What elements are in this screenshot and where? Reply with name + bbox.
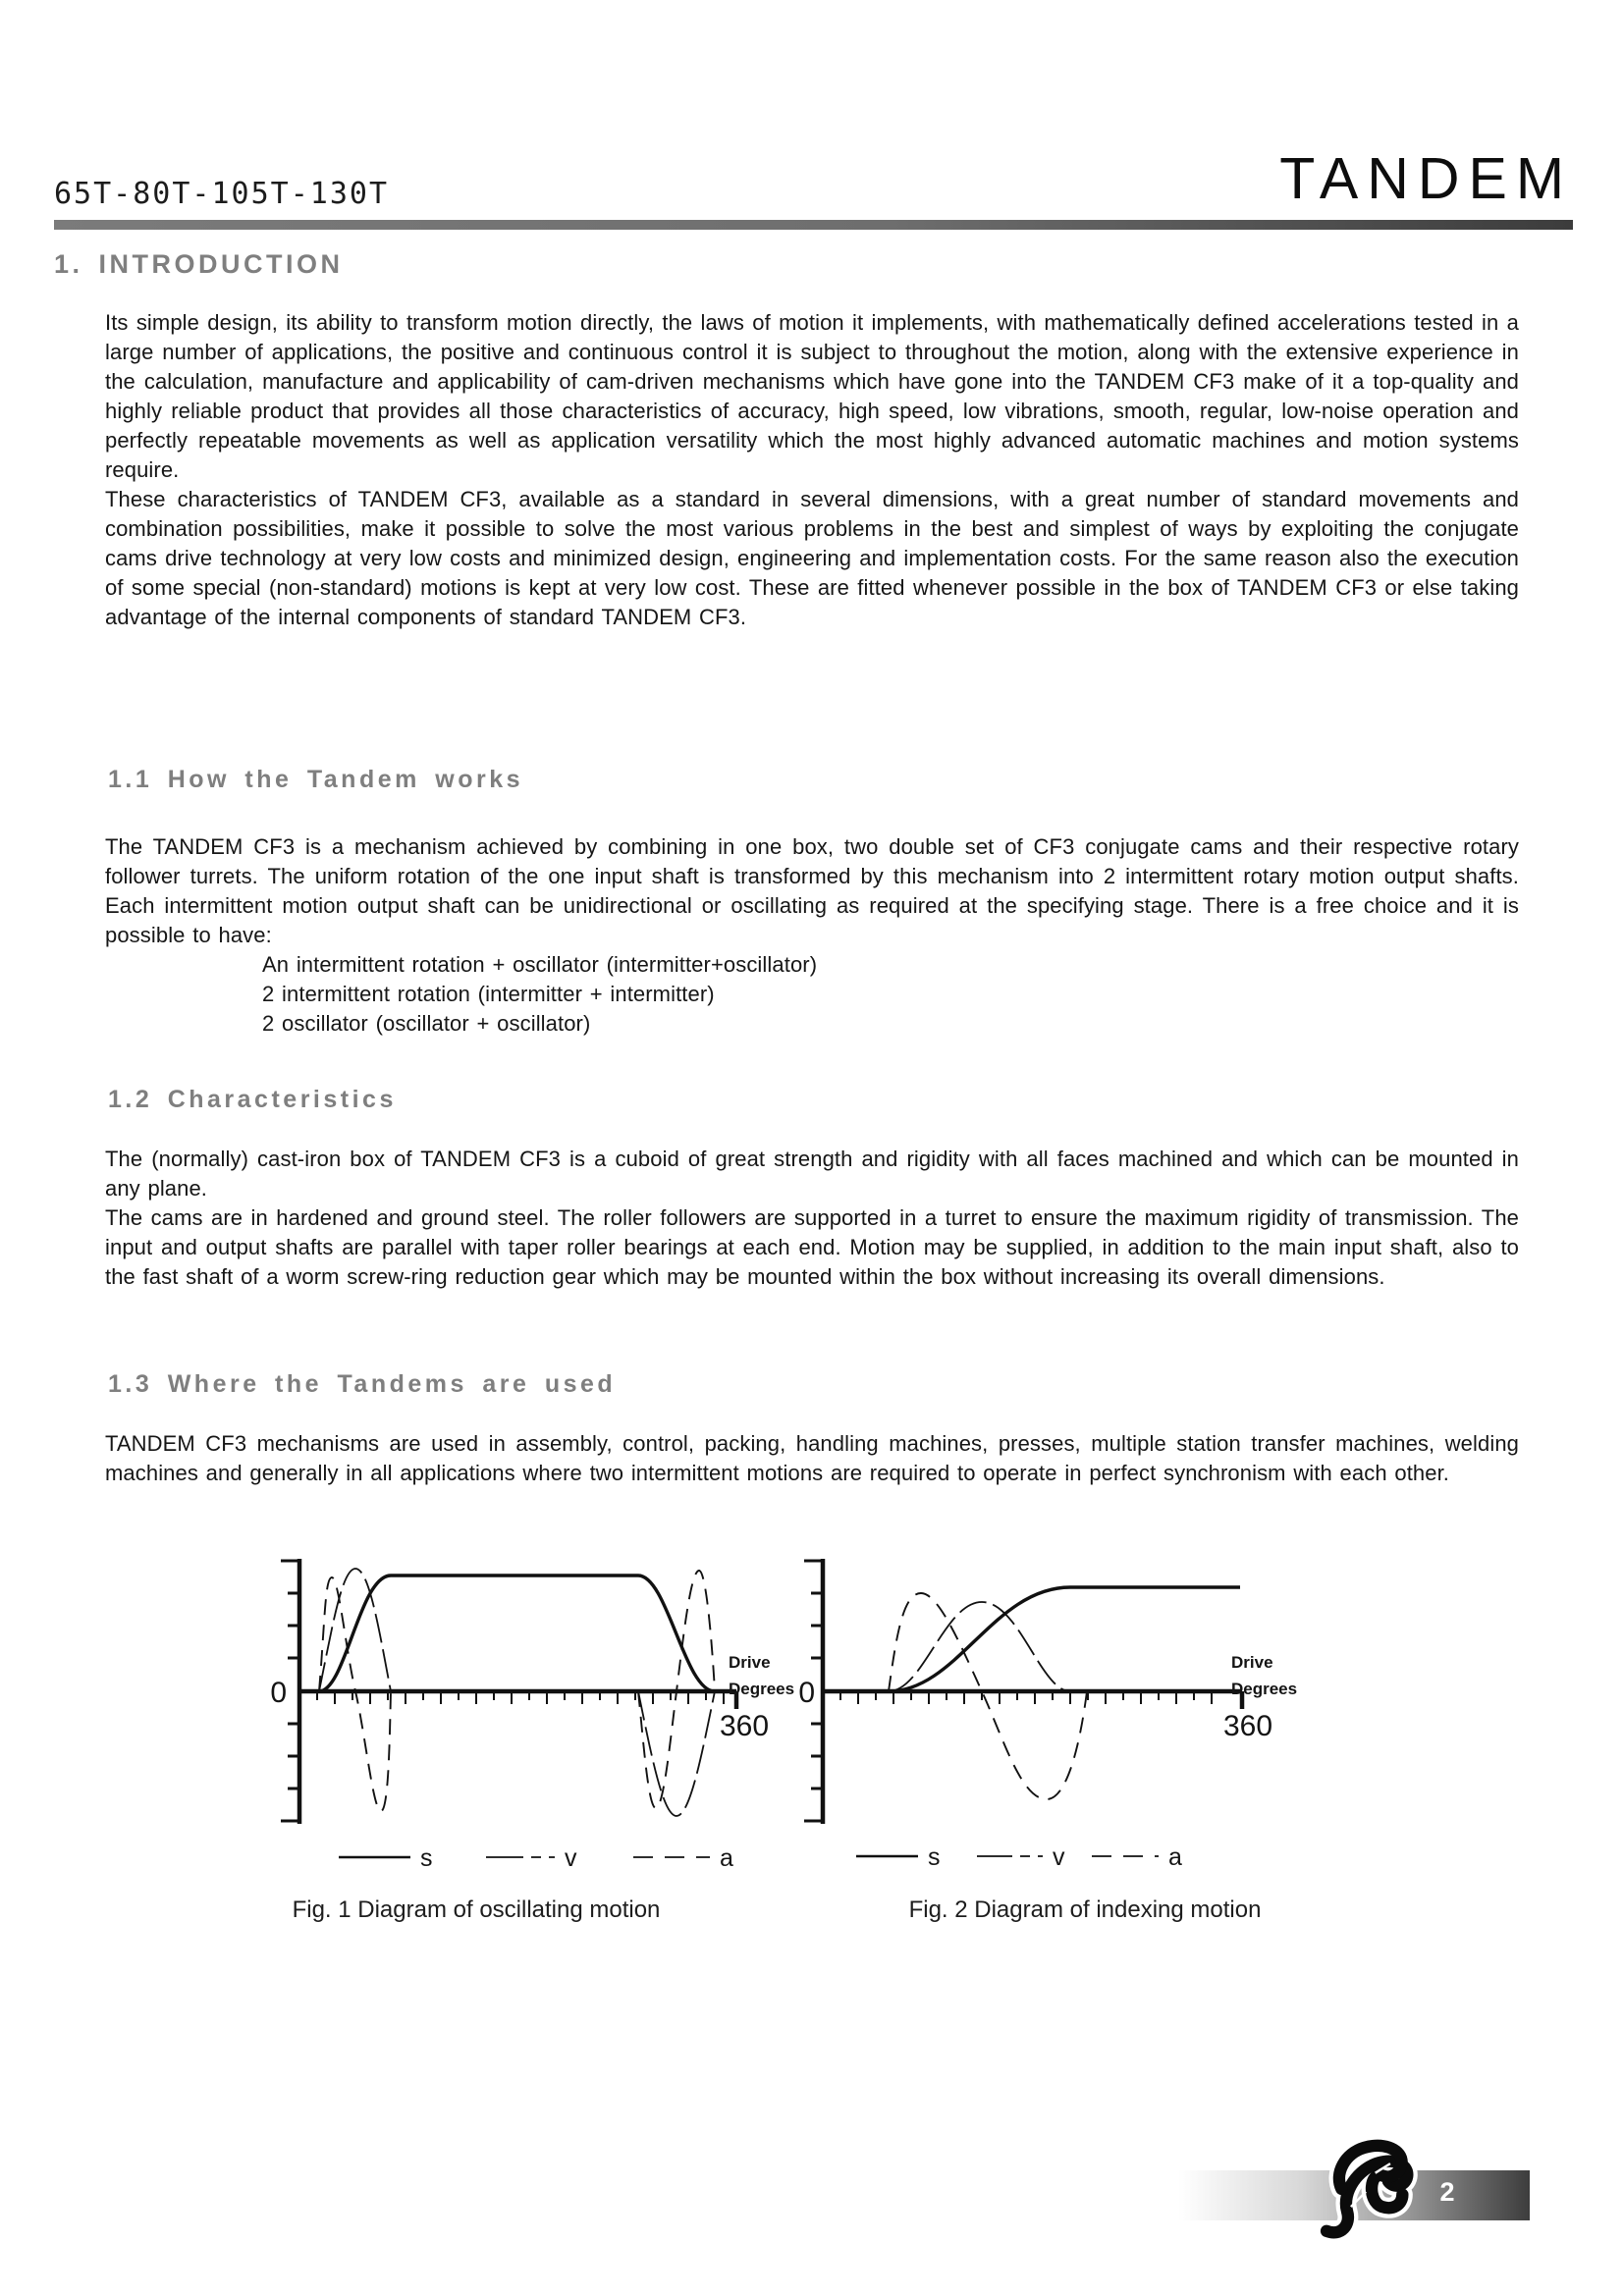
fig1-oscillating-motion-plot [270, 1559, 794, 1872]
fig2-s-curve [823, 1587, 1240, 1691]
motion-option-item: 2 oscillator (oscillator + oscillator) [262, 1011, 591, 1036]
fig1-caption: Fig. 1 Diagram of oscillating motion [292, 1896, 661, 1923]
header-rule [54, 220, 1573, 230]
characteristics-paragraph-1: The (normally) cast-iron box of TANDEM CF3 is a cuboid of great strength and rigidity with all faces machined and which can be mounted in any plane. [105, 1147, 1519, 1201]
fig2-a-curve [889, 1593, 1087, 1799]
motion-options-list [262, 950, 1519, 1039]
how-paragraph: The TANDEM CF3 is a mechanism achieved by combining in one box, two double set of CF3 conjugate cams and their respective rotary follower turrets. The uniform rotation of the one input shaft is transformed by this mechanism into 2 intermittent rotary motion output shafts. Each intermittent motion output shaft can be unidirectional or oscillating as required at the specifying stage. There is a free choice and it is possible to have: [105, 834, 1519, 947]
section-title-characteristics: 1.2 Characteristics [108, 1086, 397, 1113]
brand-mark-icon [1308, 2126, 1430, 2248]
fig2-legend-s-label: s [928, 1843, 941, 1871]
section-title-how-tandem-works: 1.1 How the Tandem works [108, 766, 524, 793]
fig2-caption: Fig. 2 Diagram of indexing motion [908, 1896, 1262, 1923]
motion-diagrams [0, 1546, 1623, 1885]
fig1-y-zero-label: 0 [270, 1677, 287, 1709]
how-tandem-works-text [105, 832, 1519, 1039]
section-title-where-tandems-used: 1.3 Where the Tandems are used [108, 1370, 617, 1398]
fig1-axis-label-degrees: Degrees [729, 1680, 795, 1698]
introduction-text [105, 308, 1519, 632]
fig2-legend [856, 1843, 1182, 1871]
fig2-x-axis [821, 1691, 1242, 1709]
fig1-x-axis-ticks [317, 1693, 724, 1704]
motion-option-item: 2 intermittent rotation (intermitter + intermitter) [262, 982, 715, 1006]
fig1-axis-label-drive: Drive [729, 1653, 771, 1672]
fig2-legend-a-label: a [1168, 1843, 1182, 1871]
where-tandems-used-text [105, 1429, 1519, 1488]
page-number: 2 [1439, 2177, 1455, 2207]
fig2-axis-label-drive: Drive [1231, 1653, 1273, 1672]
where-paragraph: TANDEM CF3 mechanisms are used in assembly, control, packing, handling machines, presses, multiple station transfer machines, welding machines and generally in all applications where two intermittent motions are required to operate in perfect synchronism with each other. [105, 1431, 1519, 1485]
header-model-code: 65T-80T-105T-130T [54, 177, 390, 211]
fig1-legend [339, 1844, 733, 1872]
brand-logo-text: TANDEM [1279, 146, 1573, 211]
fig1-a-curve [319, 1577, 391, 1811]
fig2-indexing-motion-plot [798, 1559, 1297, 1871]
fig1-legend-s-label: s [420, 1844, 433, 1872]
fig1-legend-a-label: a [720, 1844, 733, 1872]
fig2-x-end-label: 360 [1223, 1710, 1273, 1742]
fig2-y-zero-label: 0 [798, 1677, 815, 1709]
fig2-v-curve [889, 1602, 1070, 1691]
fig1-legend-v-label: v [565, 1844, 577, 1872]
fig1-x-end-label: 360 [720, 1710, 770, 1742]
fig2-x-axis-ticks [840, 1693, 1212, 1704]
fig1-s-curve [299, 1575, 734, 1691]
characteristics-text [105, 1145, 1519, 1292]
characteristics-paragraph-2: The cams are in hardened and ground steel. The roller followers are supported in a turret to ensure the maximum rigidity of transmission. The input and output shafts are parallel with taper roller bearings at each end. Motion may be supplied, in addition to the main input shaft, also to the fast shaft of a worm screw-ring reduction gear which may be mounted within the box without increasing its overall dimensions. [105, 1205, 1519, 1289]
motion-option-item: An intermittent rotation + oscillator (intermitter+oscillator) [262, 952, 818, 977]
intro-paragraph-1: Its simple design, its ability to transform motion directly, the laws of motion it implements, with mathematically defined accelerations tested in a large number of applications, the positive and continuous control it is subject to throughout the motion, along with the extensive experience in the calculation, manufacture and applicability of cam-driven mechanisms which have gone into the TANDEM CF3 make of it a top-quality and highly reliable product that provides all those characteristics of accuracy, high speed, low vibrations, smooth, regular, low-noise operation and perfectly repeatable movements as well as application versatility which the most highly advanced automatic machines and motion systems require. [105, 310, 1519, 482]
fig2-axis-label-degrees: Degrees [1231, 1680, 1298, 1698]
intro-paragraph-2: These characteristics of TANDEM CF3, available as a standard in several dimensions, with a great number of standard movements and combination possibilities, make it possible to solve the most various problems in the best and simplest of ways by exploiting the conjugate cams drive technology at very low costs and minimized design, engineering and implementation costs. For the same reason also the execution of some special (non-standard) motions is kept at very low cost. These are fitted whenever possible in the box of TANDEM CF3 or else taking advantage of the internal components of standard TANDEM CF3. [105, 487, 1519, 629]
section-title-introduction: 1. INTRODUCTION [54, 249, 344, 279]
fig2-legend-v-label: v [1053, 1843, 1065, 1871]
fig1-v-curve-return [638, 1691, 715, 1816]
